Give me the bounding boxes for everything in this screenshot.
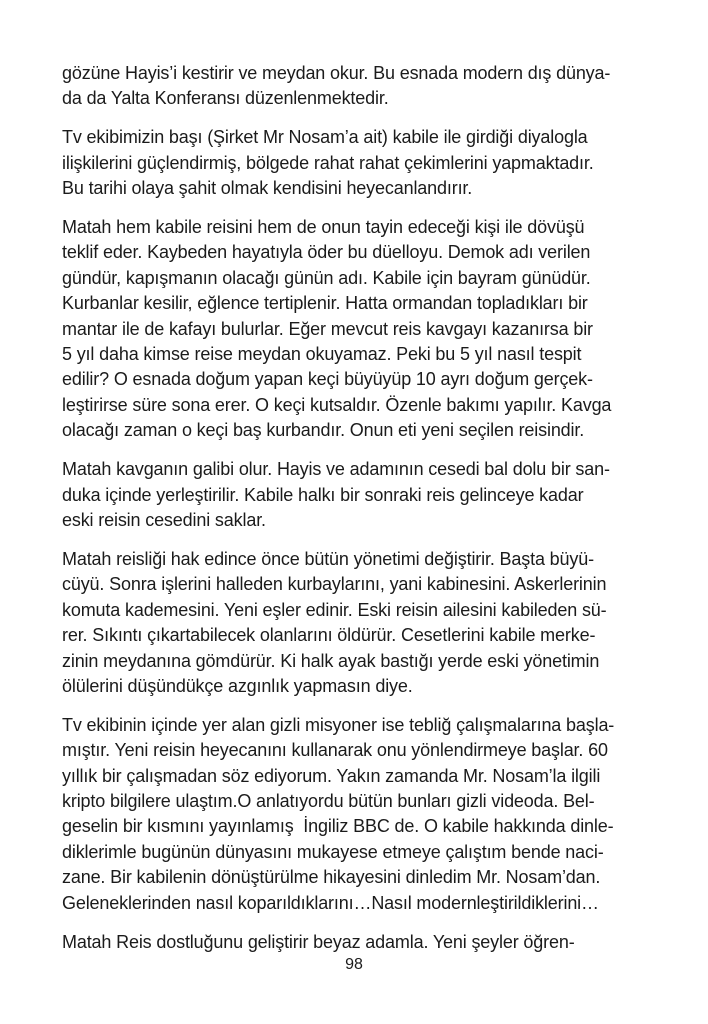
page-number: 98 — [345, 956, 363, 973]
text-line: Tv ekibimizin başı (Şirket Mr Nosam’a ait) kabile ile girdiği diyalogla — [62, 127, 588, 148]
text-line: yıllık bir çalışmadan söz ediyorum. Yakın zamanda Mr. Nosam’la ilgili — [62, 765, 601, 786]
paragraph — [62, 125, 662, 201]
text-line: mantar ile de kafayı bulurlar. Eğer mevcut reis kavgayı kazanırsa bir — [62, 318, 593, 339]
text-line: geselin bir kısmını yayınlamış İngiliz BBC de. O kabile hakkında dinle- — [62, 816, 614, 837]
text-line: Kurbanlar kesilir, eğlence tertiplenir. Hatta ormandan topladıkları bir — [62, 293, 588, 314]
page-footer — [0, 954, 708, 976]
paragraph — [62, 215, 662, 444]
text-line: gündür, kapışmanın olacağı günün adı. Kabile için bayram günüdür. — [62, 267, 591, 288]
text-line: Bu tarihi olaya şahit olmak kendisini heyecanlandırır. — [62, 178, 473, 199]
text-line: duka içinde yerleştirilir. Kabile halkı bir sonraki reis gelinceye kadar — [62, 484, 584, 505]
paragraph — [62, 930, 662, 955]
text-line: Matah reisliği hak edince önce bütün yönetimi değiştirir. Başta büyü- — [62, 548, 594, 569]
text-line: komuta kademesini. Yeni eşler edinir. Eski reisin ailesini kabileden sü- — [62, 599, 607, 620]
text-line: Matah hem kabile reisini hem de onun tayin edeceği kişi ile dövüşü — [62, 217, 585, 238]
text-line: eski reisin cesedini saklar. — [62, 510, 266, 530]
text-line: 5 yıl daha kimse reise meydan okuyamaz. Peki bu 5 yıl nasıl tespit — [62, 344, 582, 365]
text-line: da da Yalta Konferansı düzenlenmektedir. — [62, 88, 389, 109]
text-line: Tv ekibinin içinde yer alan gizli misyoner ise tebliğ çalışmalarına başla- — [62, 714, 615, 735]
text-line: Matah Reis dostluğunu geliştirir beyaz adamla. Yeni şeyler öğren- — [62, 931, 575, 952]
text-line: Geleneklerinden nasıl koparıldıklarını…Nasıl modernleştirildiklerini… — [62, 892, 599, 913]
text-line: ölülerini düşündükçe azgınlık yapmasın diye. — [62, 675, 413, 696]
text-content — [62, 61, 662, 969]
paragraph — [62, 61, 662, 112]
paragraph — [62, 713, 662, 916]
text-line: rer. Sıkıntı çıkartabilecek olanlarını öldürür. Cesetlerini kabile merke- — [62, 625, 596, 646]
text-line: cüyü. Sonra işlerini halleden kurbaylarını, yani kabinesini. Askerlerinin — [62, 574, 607, 595]
paragraph — [62, 457, 662, 533]
paragraph — [62, 547, 662, 699]
text-line: Matah kavganın galibi olur. Hayis ve adamının cesedi bal dolu bir san- — [62, 459, 610, 480]
text-line: kripto bilgilere ulaştım.O anlatıyordu bütün bunları gizli videoda. Bel- — [62, 791, 595, 812]
text-line: gözüne Hayis’i kestirir ve meydan okur. Bu esnada modern dış dünya- — [62, 63, 611, 83]
text-line: diklerimle bugünün dünyasını mukayese etmeye çalıştım bende naci- — [62, 841, 604, 862]
text-line: ilişkilerini güçlendirmiş, bölgede rahat rahat çekimlerini yapmaktadır. — [62, 152, 594, 173]
text-line: edilir? O esnada doğum yapan keçi büyüyüp 10 ayrı doğum gerçek- — [62, 369, 593, 390]
text-line: zane. Bir kabilenin dönüştürülme hikayesini dinledim Mr. Nosam’dan. — [62, 867, 601, 888]
text-line: teklif eder. Kaybeden hayatıyla öder bu düelloyu. Demok adı verilen — [62, 242, 591, 263]
text-line: leştirirse süre sona erer. O keçi kutsaldır. Özenle bakımı yapılır. Kavga — [62, 394, 612, 415]
text-line: olacağı zaman o keçi baş kurbandır. Onun eti yeni seçilen reisindir. — [62, 420, 585, 441]
text-line: mıştır. Yeni reisin heyecanını kullanarak onu yönlendirmeye başlar. 60 — [62, 740, 608, 761]
text-line: zinin meydanına gömdürür. Ki halk ayak bastığı yerde eski yönetimin — [62, 650, 600, 671]
